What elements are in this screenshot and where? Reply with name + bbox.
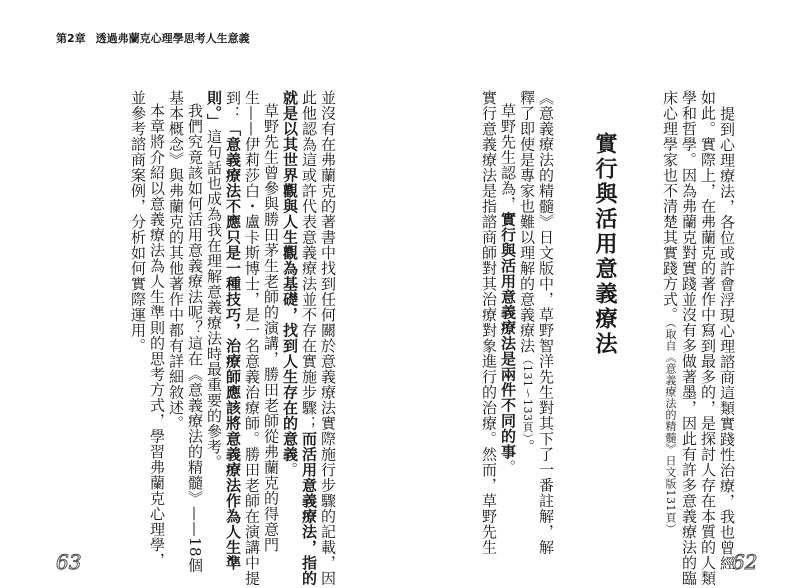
page-reference: （131～133頁） <box>521 353 534 439</box>
text-column: 此他認為這或許代表意義療法並不存在實施步驟；而活用意義療法，指的 <box>300 90 318 586</box>
text-column: 實行意義療法是指諮商師對其治療對象進行的治療。然而，草野先生 <box>480 90 498 555</box>
emphasis-text: 實行與活用意義療法是兩件不同的事 <box>499 211 517 460</box>
text-column: 到：「意義療法不應只是一種技巧，治療師應該將意義療法作為人生準 <box>224 90 242 571</box>
text-column: 提到心理療法，各位或許會浮現心理諮商這類實踐性治療，我也曾經 <box>718 106 736 571</box>
emphasis-text: 則。」 <box>205 90 223 129</box>
text-column: 本章將介紹以意義療法為人生準則的思考方式，學習弗蘭克心理學， <box>148 103 166 568</box>
chapter-number: 2 <box>67 32 75 45</box>
text-column: 草野先生認為，實行與活用意義療法是兩件不同的事。 <box>499 103 517 475</box>
text-column: 學和哲學。因為弗蘭克對實踐並沒有多做著墨，因此有許多意義療法的臨 <box>680 90 698 586</box>
section-title: 實行與活用意義療法 <box>592 132 617 357</box>
text-column: 我們究竟該如何活用意義療法呢？這在《意義療法的精髓》——18個 <box>186 103 204 573</box>
text-column: 並沒有在弗蘭克的著書中找到任何關於意義療法實際施行步驟的記載，因 <box>319 90 337 586</box>
text-column: 釋了即使是專家也難以理解的意義療法（131～133頁）。 <box>518 90 536 455</box>
text-column: 基本概念》與弗蘭克的其他著作中都有詳細敘述。 <box>167 90 185 431</box>
text-column: 《意義療法的精髓》日文版中，草野智洋先生對其下了一番註解，解 <box>537 90 555 555</box>
text-column: 並參考諮商案例，分析如何實際運用。 <box>129 90 147 354</box>
chapter-title: 透過弗蘭克心理學思考人生意義 <box>95 32 250 45</box>
text-column: 草野先生曾參與勝田茅生老師的演講，勝田老師從弗蘭克的得意門 <box>262 103 280 553</box>
page-number: 62 <box>732 550 758 574</box>
emphasis-text: 就是以其世界觀與人生觀為基礎，找到人生存在的意義 <box>281 90 299 462</box>
text-column: 就是以其世界觀與人生觀為基礎，找到人生存在的意義。 <box>281 90 299 478</box>
chapter-suffix: 章 <box>74 32 86 45</box>
text-column: 如此。實際上，在弗蘭克的著作中寫到最多的，是探討人存在本質的人類 <box>699 90 717 586</box>
page-number: 63 <box>56 550 82 574</box>
emphasis-text: 「意義療法不應只是一種技巧，治療師應該將意義療法作為人生準 <box>224 121 242 571</box>
emphasis-text: 而活用意義療法，指的 <box>300 431 318 586</box>
text-column: 則。」這句話也成為我在理解意義療法時最重要的參考。 <box>205 90 223 470</box>
source-note: （取自《意義療法的精髓》日文版131頁） <box>664 322 677 535</box>
chapter-prefix: 第 <box>56 32 67 45</box>
running-header <box>56 30 250 46</box>
text-column: 生——伊莉莎白・盧卡斯博士，是一名意義治療師。勝田老師在演講中提 <box>243 90 261 586</box>
text-column: 床心理學家也不清楚其實踐方式。（取自《意義療法的精髓》日文版131頁） <box>661 90 679 535</box>
